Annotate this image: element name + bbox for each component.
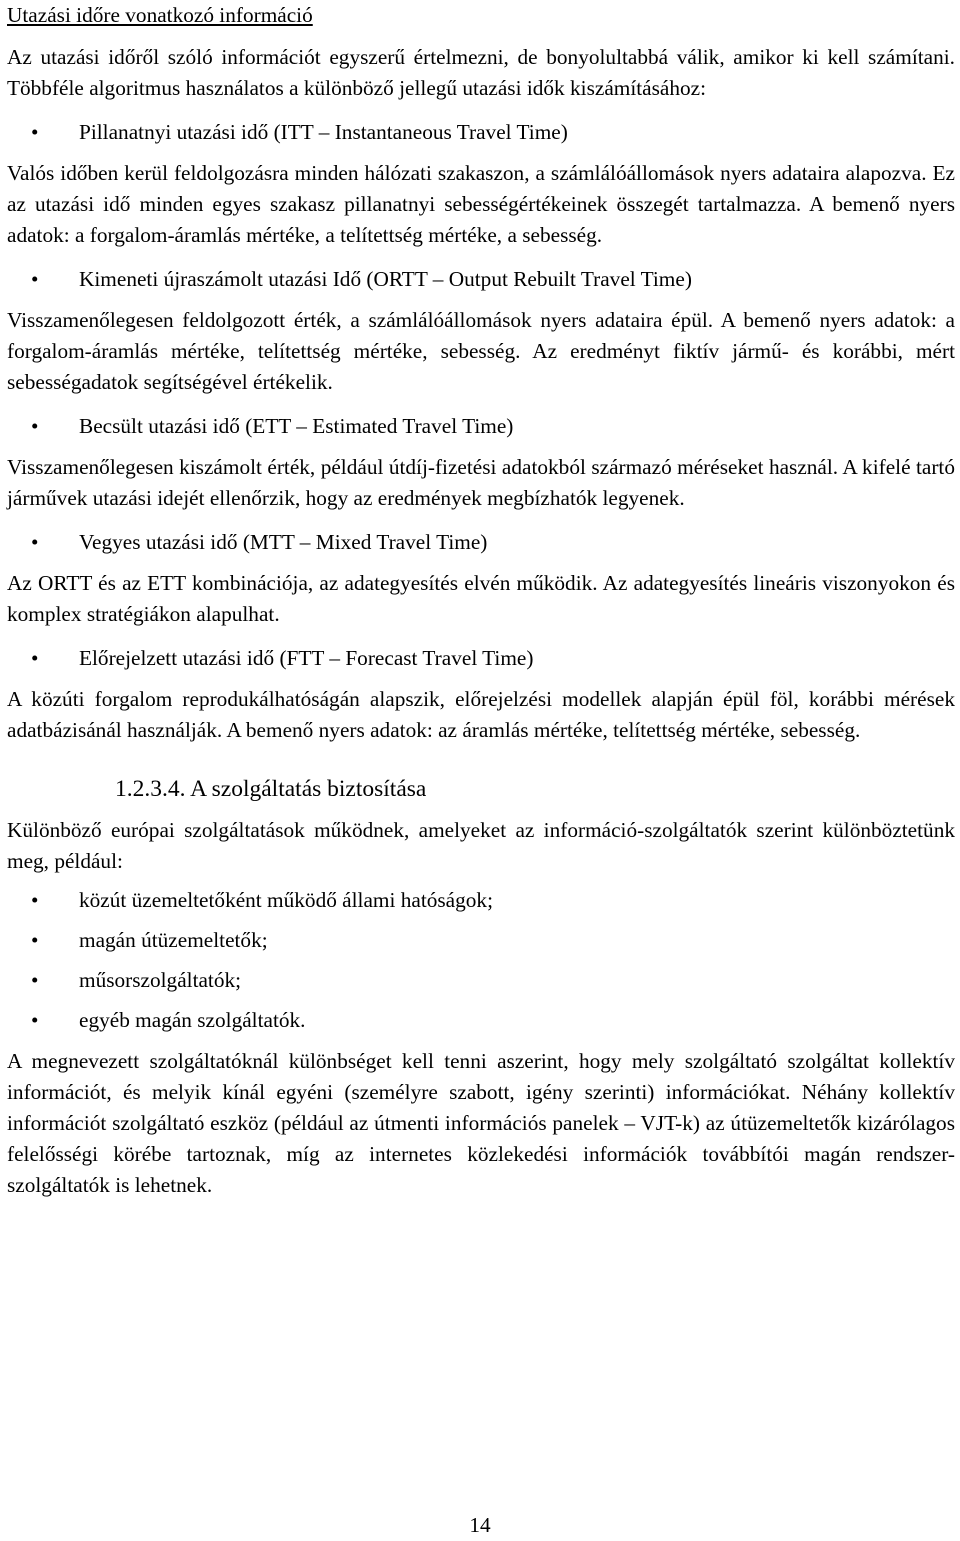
list-item [7,885,955,916]
list-item-title: Előrejelzett utazási idő (FTT – Forecast Travel Time) [79,646,534,670]
travel-time-item-ftt-title [7,643,955,674]
list-item-title: Pillanatnyi utazási idő (ITT – Instantaneous Travel Time) [79,120,568,144]
list-item-title: Vegyes utazási idő (MTT – Mixed Travel Time) [79,530,488,554]
travel-time-item-ett-text: Visszamenőlegesen kiszámolt érték, például útdíj-fizetési adatokból származó méréseket használ. A kifelé tartó járművek utazási idejét ellenőrzik, hogy az eredmények megbízhatók legyenek. [7,455,955,510]
section-title: A szolgáltatás biztosítása [190,776,427,802]
list-item [7,965,955,996]
list-item-text: egyéb magán szolgáltatók. [79,1008,306,1032]
list-item [7,1005,955,1036]
section-number: 1.2.3.4. [115,776,186,802]
list-item-title: Becsült utazási idő (ETT – Estimated Travel Time) [79,414,514,438]
travel-time-item-mtt-text: Az ORTT és az ETT kombinációja, az adategyesítés elvén működik. Az adategyesítés lineáris viszonyokon és komplex stratégiákon alapulhat. [7,571,955,626]
bullet-icon: • [31,888,39,912]
travel-time-item-ortt-title [7,264,955,295]
travel-time-item-ftt-text: A közúti forgalom reprodukálhatóságán alapszik, előrejelzési modellek alapján épül föl, korábbi mérések adatbázisánál használják. A bemenő nyers adatok: az áramlás mértéke, telítettség mértéke, sebesség. [7,687,955,742]
provider-list [7,885,955,1036]
bullet-icon: • [31,414,39,438]
page-heading: Utazási időre vonatkozó információ [7,3,313,27]
section-heading [7,774,955,805]
bullet-icon: • [31,1008,39,1032]
bullet-icon: • [31,530,39,554]
list-item-text: közút üzemeltetőként működő állami hatóságok; [79,888,493,912]
travel-time-item-ett-title [7,411,955,442]
bullet-icon: • [31,646,39,670]
travel-time-item-itt-title [7,117,955,148]
travel-time-item-mtt-title [7,527,955,558]
list-item-text: műsorszolgáltatók; [79,968,242,992]
closing-paragraph: A megnevezett szolgáltatóknál különbséget kell tenni aszerint, hogy mely szolgáltató szolgáltat kollektív információt, és melyik kínál egyéni (személyre szabott, igény szerinti) információkat. Néhány kollektív információt szolgáltató eszköz (például az útmenti információs panelek – VJT-k) az útüzemeltetők kizárólagos felelősségi körébe tartoznak, míg az internetes közlekedési információk továbbítói magán rendszer-szolgáltatók is lehetnek. [7,1049,955,1197]
document-page [7,0,955,1201]
bullet-icon: • [31,968,39,992]
bullet-icon: • [31,120,39,144]
list-item [7,925,955,956]
section-intro: Különböző európai szolgáltatások működnek, amelyeket az információ-szolgáltatók szerint különböztetünk meg, például: [7,818,955,873]
intro-paragraph: Az utazási időről szóló információt egyszerű értelmezni, de bonyolultabbá válik, amikor ki kell számítani. Többféle algoritmus használatos a különböző jellegű utazási idők kiszámításához: [7,45,955,100]
travel-time-item-itt-text: Valós időben kerül feldolgozásra minden hálózati szakaszon, a számlálóállomások nyers adataira alapozva. Ez az utazási idő minden egyes szakasz pillanatnyi sebességértékeinek összegét tartalmazza. A bemenő nyers adatok: a forgalom-áramlás mértéke, a telítettség mértéke, a sebesség. [7,161,955,247]
page-number: 14 [469,1513,491,1537]
list-item-title: Kimeneti újraszámolt utazási Idő (ORTT – Output Rebuilt Travel Time) [79,267,692,291]
bullet-icon: • [31,267,39,291]
travel-time-item-ortt-text: Visszamenőlegesen feldolgozott érték, a számlálóállomások nyers adataira épül. A bemenő nyers adatok: a forgalom-áramlás mértéke, telítettség mértéke, sebesség. Az eredményt fiktív jármű- és korábbi, mért sebességadatok segítségével értékelik. [7,308,955,394]
list-item-text: magán útüzemeltetők; [79,928,268,952]
bullet-icon: • [31,928,39,952]
